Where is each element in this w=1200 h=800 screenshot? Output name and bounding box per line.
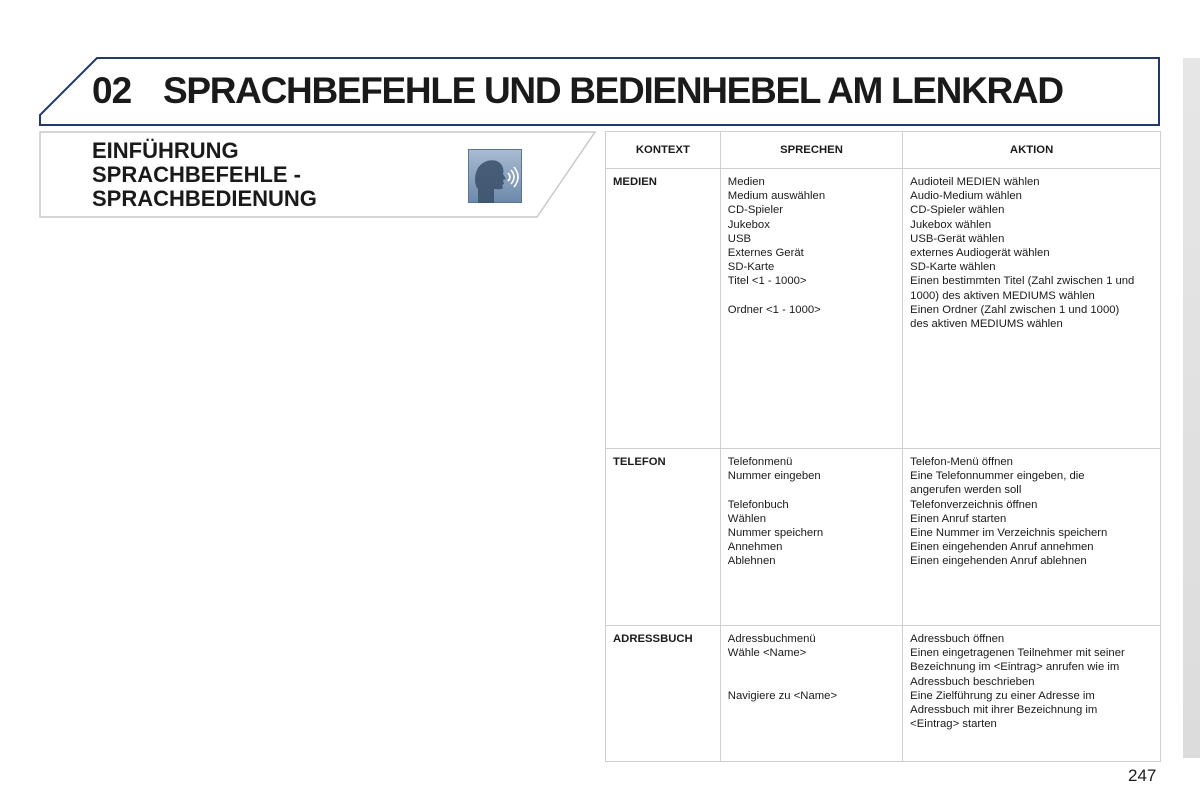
speak-line: Titel <1 - 1000> — [727, 275, 807, 288]
action-cell — [903, 449, 1161, 626]
action-line: CD-Spieler wählen — [910, 204, 1005, 217]
speak-line — [728, 483, 895, 497]
table-row — [606, 169, 1161, 449]
action-line: Einen eingehenden Anruf ablehnen — [910, 555, 1087, 568]
speak-line: Medien — [727, 176, 765, 188]
action-line: externes Audiogerät wählen — [910, 247, 1050, 260]
speak-line — [728, 675, 895, 689]
speak-line: USB — [727, 232, 752, 245]
action-line: SD-Karte wählen — [910, 261, 996, 274]
speak-line — [728, 660, 895, 674]
speak-line: Nummer eingeben — [727, 470, 821, 483]
speak-line: Wählen — [727, 512, 767, 525]
chapter-title: SPRACHBEFEHLE UND BEDIENHEBEL AM LENKRAD — [163, 70, 1063, 111]
speak-cell — [720, 449, 902, 626]
action-line: Adressbuch beschrieben — [910, 675, 1035, 688]
action-line: Audio-Medium wählen — [910, 190, 1022, 203]
action-line: 1000) des aktiven MEDIUMS wählen — [910, 289, 1095, 302]
page-number: 247 — [1128, 766, 1157, 785]
action-line: Einen bestimmten Titel (Zahl zwischen 1 und — [910, 275, 1135, 288]
section-title-line: SPRACHBEFEHLE - — [92, 162, 302, 187]
action-line: Bezeichnung im <Eintrag> anrufen wie im — [910, 661, 1120, 674]
table-header-row — [606, 132, 1161, 169]
action-line: angerufen werden soll — [910, 484, 1022, 497]
column-header-kontext: KONTEXT — [606, 132, 721, 169]
speak-line: SD-Karte — [727, 261, 775, 274]
speak-line: Ablehnen — [727, 555, 776, 568]
context-cell: TELEFON — [606, 449, 721, 626]
action-cell — [903, 169, 1161, 449]
context-cell: ADRESSBUCH — [606, 626, 721, 762]
voice-command-table — [605, 131, 1161, 762]
action-line: Adressbuch öffnen — [910, 633, 1005, 645]
action-line: Einen Anruf starten — [910, 512, 1007, 525]
section-title-line: EINFÜHRUNG — [92, 138, 239, 163]
speak-line: Annehmen — [727, 541, 783, 554]
action-line: Adressbuch mit ihrer Bezeichnung im — [910, 704, 1098, 717]
action-line: USB-Gerät wählen — [910, 232, 1005, 245]
action-line: Eine Zielführung zu einer Adresse im — [910, 689, 1095, 702]
speak-line: Jukebox — [727, 218, 770, 231]
action-line: Telefon-Menü öffnen — [910, 456, 1013, 468]
action-line: Jukebox wählen — [910, 218, 992, 231]
speak-line: Medium auswählen — [727, 190, 826, 203]
action-line: des aktiven MEDIUMS wählen — [910, 318, 1063, 331]
speak-line: Ordner <1 - 1000> — [727, 303, 821, 316]
speak-line: Adressbuchmenü — [727, 633, 816, 645]
action-line: Telefonverzeichnis öffnen — [910, 498, 1038, 511]
speak-cell — [720, 169, 902, 449]
voice-command-icon — [468, 149, 522, 203]
action-line: Einen eingehenden Anruf annehmen — [910, 541, 1094, 554]
table-row — [606, 449, 1161, 626]
speak-line — [728, 289, 895, 303]
context-cell: MEDIEN — [606, 169, 721, 449]
action-line: Audioteil MEDIEN wählen — [910, 176, 1040, 188]
action-line: Einen eingetragenen Teilnehmer mit seiner — [910, 647, 1125, 660]
speak-line: Navigiere zu <Name> — [727, 689, 838, 702]
speak-line: Telefonbuch — [727, 498, 789, 511]
section-title — [92, 139, 452, 211]
speak-line: Externes Gerät — [727, 247, 804, 260]
speak-line: Nummer speichern — [727, 527, 824, 539]
page-edge-strip — [1183, 58, 1200, 758]
action-line: Eine Telefonnummer eingeben, die — [910, 470, 1085, 483]
speak-cell — [720, 626, 902, 762]
action-line: <Eintrag> starten — [910, 718, 997, 731]
speak-line: Telefonmenü — [727, 456, 793, 468]
action-line: Eine Nummer im Verzeichnis speichern — [910, 527, 1108, 540]
action-cell — [903, 626, 1161, 762]
speak-line: Wähle <Name> — [727, 647, 807, 660]
column-header-aktion: AKTION — [903, 132, 1161, 169]
table-row — [606, 626, 1161, 762]
speak-line: CD-Spieler — [727, 204, 784, 217]
chapter-number: 02 — [92, 70, 132, 111]
section-title-line: SPRACHBEDIENUNG — [92, 186, 317, 211]
column-header-sprechen: SPRECHEN — [720, 132, 902, 169]
action-line: Einen Ordner (Zahl zwischen 1 und 1000) — [910, 303, 1120, 316]
